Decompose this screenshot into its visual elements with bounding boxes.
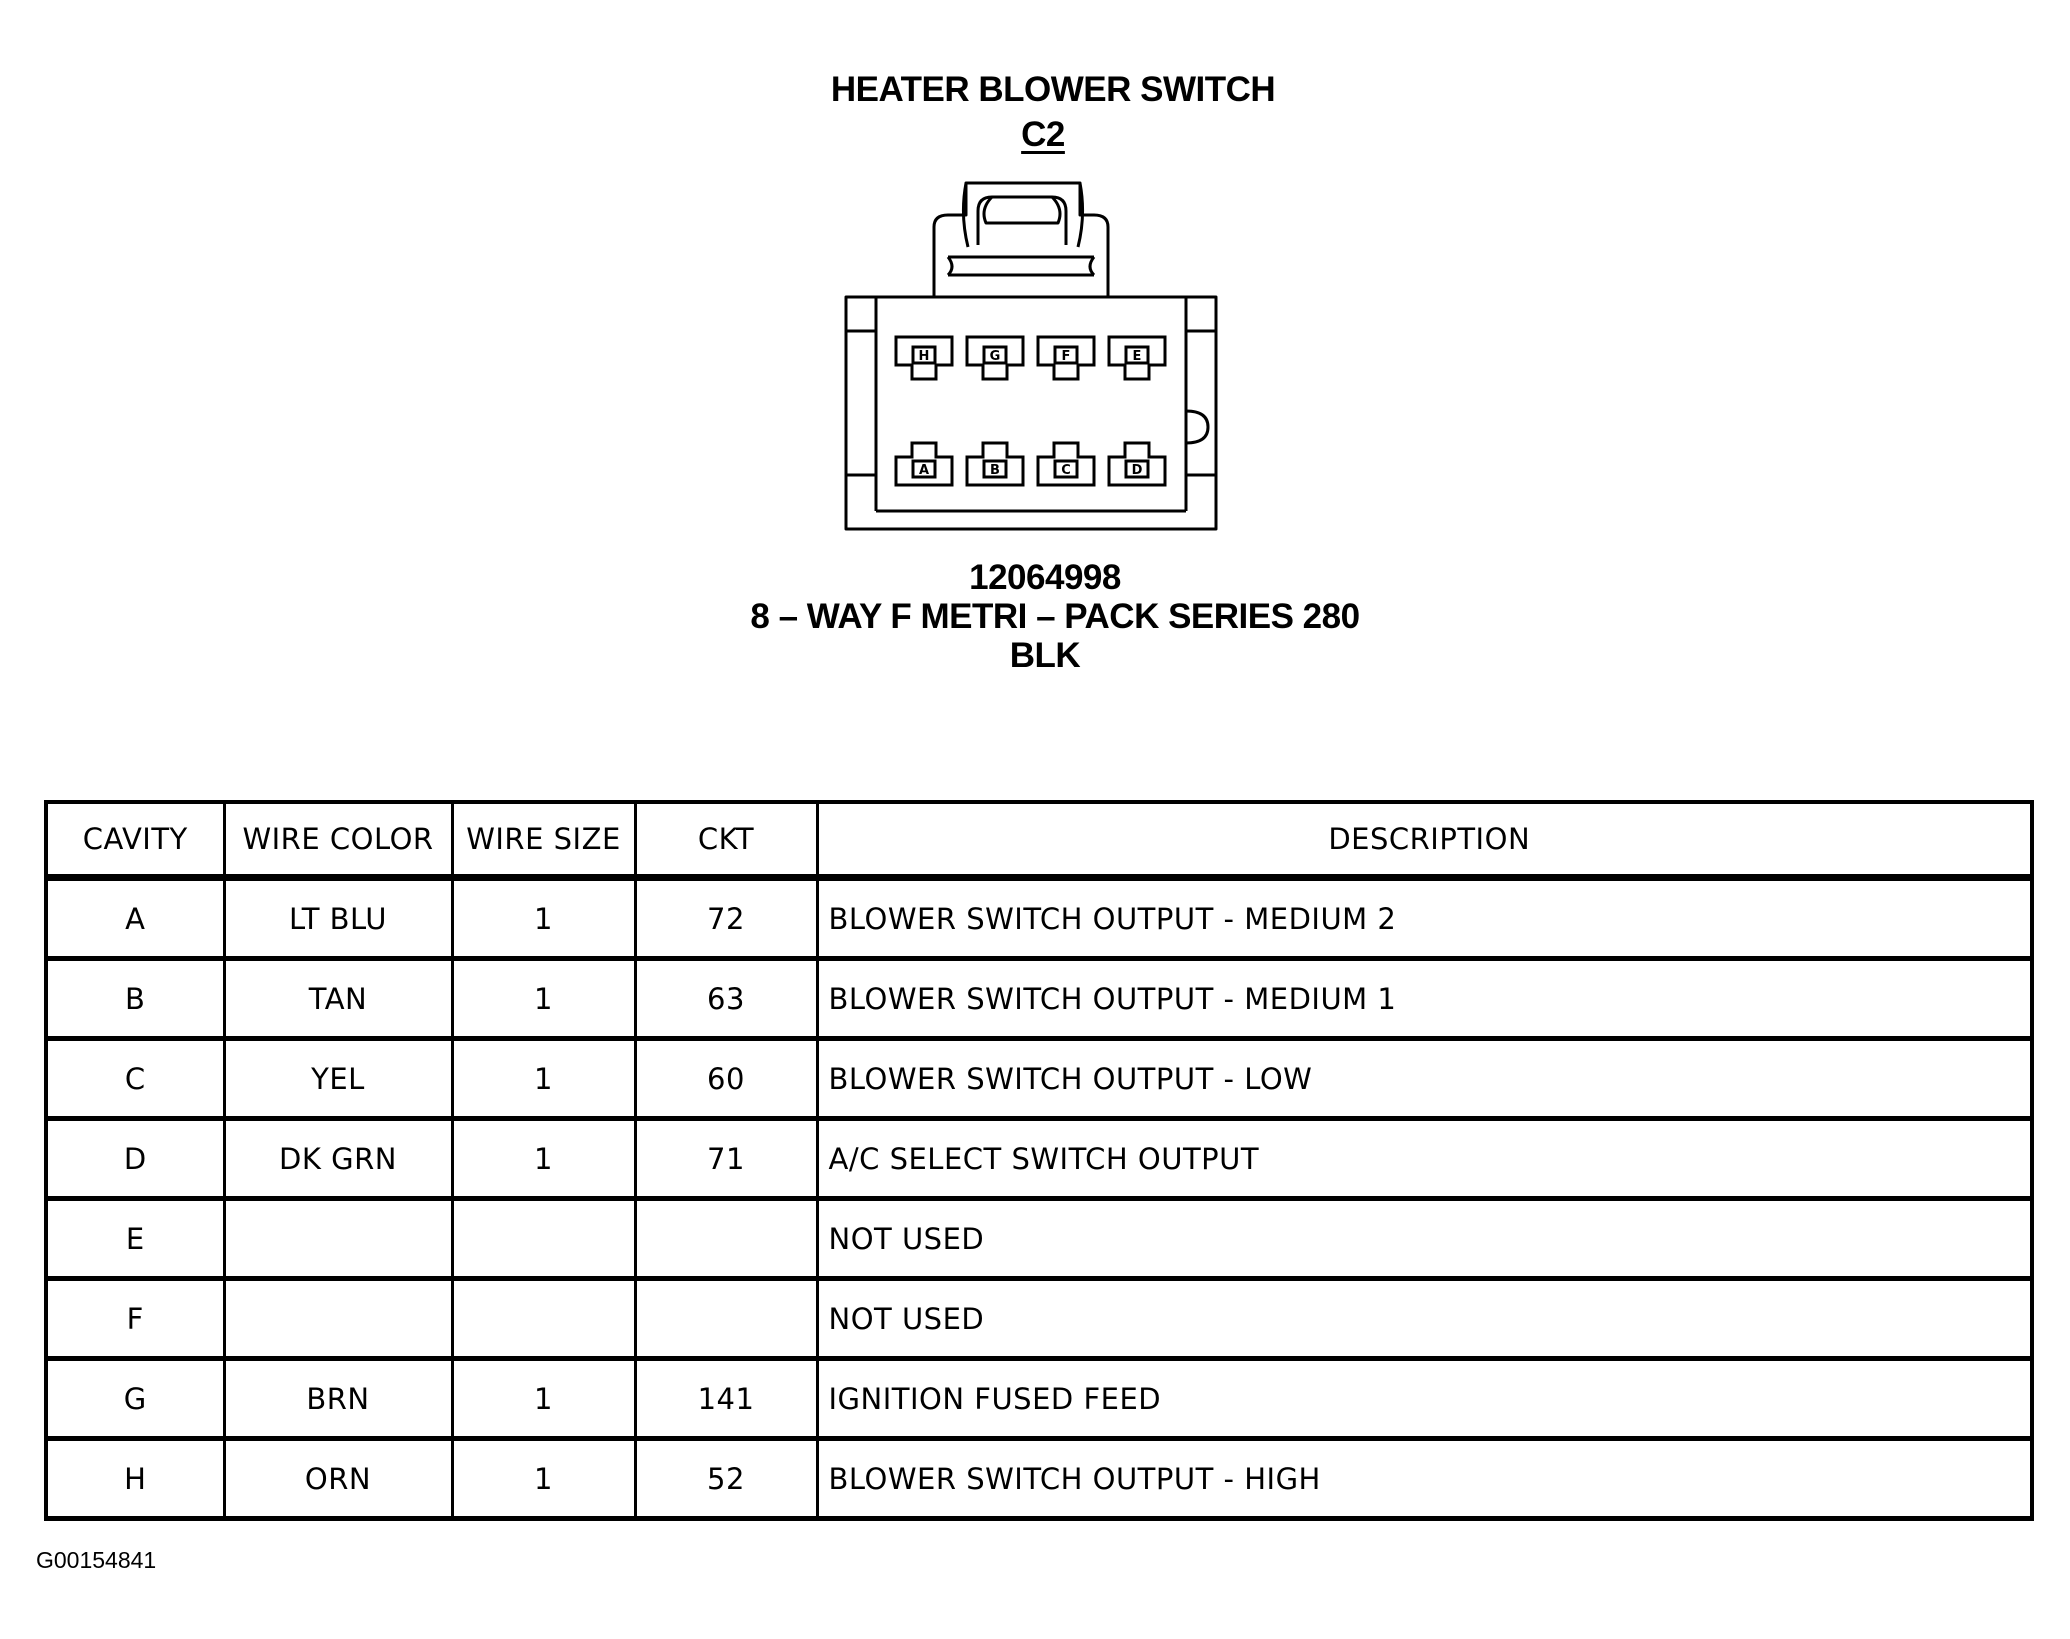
cell-description: A/C SELECT SWITCH OUTPUT [817,1119,2032,1199]
cell-description: BLOWER SWITCH OUTPUT - HIGH [817,1439,2032,1519]
cell-wire-size [452,1279,635,1359]
cell-ckt: 60 [635,1039,817,1119]
cell-ckt: 71 [635,1119,817,1199]
cell-cavity: A [46,878,224,959]
table-header-row [46,802,2032,878]
cell-wire-size: 1 [452,1119,635,1199]
cell-wire-color: TAN [224,959,452,1039]
cell-wire-size: 1 [452,1439,635,1519]
cell-cavity: C [46,1039,224,1119]
cavity-label: D [1131,463,1143,478]
cell-description: BLOWER SWITCH OUTPUT - LOW [817,1039,2032,1119]
connector-description: 8 – WAY F METRI – PACK SERIES 280 [750,597,1360,636]
cell-description: BLOWER SWITCH OUTPUT - MEDIUM 2 [817,878,2032,959]
cell-wire-size: 1 [452,1039,635,1119]
table-row [46,1279,2032,1359]
cavity-label: E [1132,349,1142,364]
cavity-label: G [989,349,1001,364]
cell-cavity: D [46,1119,224,1199]
connector-color: BLK [1009,636,1081,675]
cell-wire-color: DK GRN [224,1119,452,1199]
cell-wire-color: LT BLU [224,878,452,959]
table-row [46,1199,2032,1279]
cell-ckt [635,1279,817,1359]
header-ckt: CKT [635,802,817,878]
figure-id: G00154841 [36,1547,157,1573]
cell-ckt: 141 [635,1359,817,1439]
polarizing-key [1186,411,1208,443]
cavity-label: C [1061,463,1071,478]
cell-wire-size: 1 [452,1359,635,1439]
cell-cavity: G [46,1359,224,1439]
cell-description: NOT USED [817,1279,2032,1359]
cell-cavity: B [46,959,224,1039]
table-row [46,1039,2032,1119]
pinout-table [44,800,2034,1521]
diagram-title: HEATER BLOWER SWITCH [830,70,1276,109]
cell-cavity: F [46,1279,224,1359]
cavity-label: F [1061,349,1071,364]
header-wire-size: WIRE SIZE [452,802,635,878]
cell-wire-size [452,1199,635,1279]
cavity-label: A [918,463,930,478]
cell-description: BLOWER SWITCH OUTPUT - MEDIUM 1 [817,959,2032,1039]
cavity-label: B [990,463,1000,478]
connector-body [846,297,1216,529]
cell-ckt: 72 [635,878,817,959]
header-wire-color: WIRE COLOR [224,802,452,878]
table-row [46,878,2032,959]
cell-wire-color [224,1279,452,1359]
cavity-label: H [918,349,930,364]
cell-ckt [635,1199,817,1279]
cell-wire-color: BRN [224,1359,452,1439]
connector-face-drawing [830,175,1230,545]
cell-wire-color [224,1199,452,1279]
table-row [46,1119,2032,1199]
cell-wire-color: YEL [224,1039,452,1119]
connector-id: C2 [1021,115,1065,154]
cell-cavity: E [46,1199,224,1279]
cell-ckt: 52 [635,1439,817,1519]
cell-wire-color: ORN [224,1439,452,1519]
table-row [46,959,2032,1039]
table-row [46,1359,2032,1439]
cell-cavity: H [46,1439,224,1519]
cell-ckt: 63 [635,959,817,1039]
connector-part-number: 12064998 [969,558,1121,597]
cell-description: NOT USED [817,1199,2032,1279]
header-cavity: CAVITY [46,802,224,878]
cell-wire-size: 1 [452,878,635,959]
cell-wire-size: 1 [452,959,635,1039]
table-row [46,1439,2032,1519]
header-description: DESCRIPTION [817,802,2032,878]
cell-description: IGNITION FUSED FEED [817,1359,2032,1439]
